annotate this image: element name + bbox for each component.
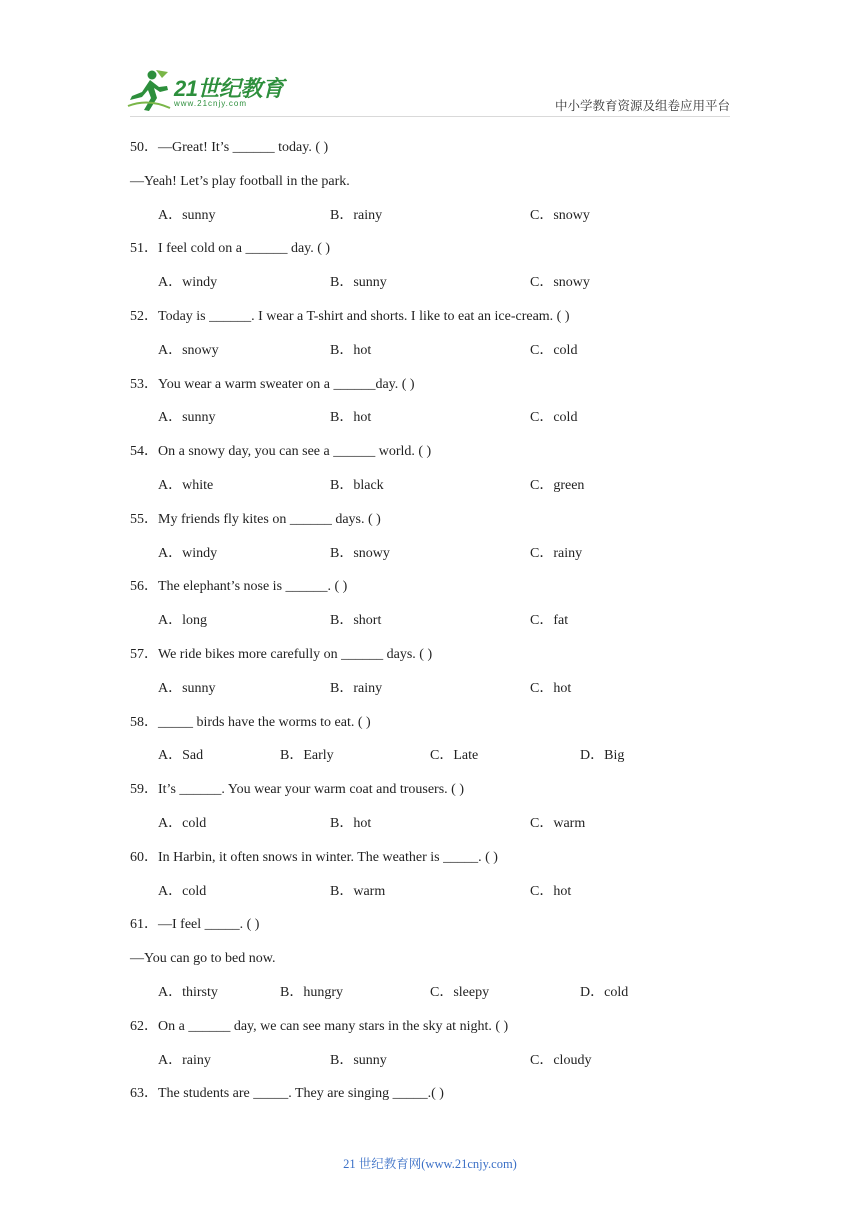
- question-55: [130, 503, 730, 571]
- question-56: [130, 570, 730, 638]
- option-a: A．long: [158, 613, 207, 629]
- logo-url: www.21cnjy.com: [174, 99, 247, 108]
- question-53: [130, 368, 730, 436]
- option-c: C．cold: [530, 342, 578, 358]
- option-a: A．Sad: [158, 748, 204, 764]
- option-b: B．sunny: [330, 1052, 387, 1068]
- option-b: B．rainy: [330, 207, 383, 223]
- question-stem: 59．It’s ______. You wear your warm coat and trousers. ( ): [130, 782, 464, 798]
- header-tagline: 中小学教育资源及组卷应用平台: [554, 98, 730, 113]
- option-a: A．windy: [158, 275, 218, 291]
- logo-text: 21世纪教育: [174, 76, 284, 101]
- option-c: C．snowy: [530, 207, 590, 223]
- question-stem: 54．On a snowy day, you can see a ______ world. ( ): [130, 444, 432, 460]
- option-d: D．Big: [580, 748, 625, 764]
- question-stem: 61．—I feel _____. ( ): [130, 917, 260, 933]
- option-c: C．Late: [430, 748, 479, 764]
- option-b: B．short: [330, 613, 382, 629]
- option-row: [130, 266, 730, 300]
- option-b: B．hot: [330, 815, 372, 831]
- option-a: A．sunny: [158, 207, 216, 223]
- page-header: [0, 0, 860, 125]
- option-a: A．sunny: [158, 680, 216, 696]
- question-52: [130, 300, 730, 368]
- question-stem: 56．The elephant’s nose is ______. ( ): [130, 579, 348, 595]
- question-50: [130, 131, 730, 232]
- option-c: C．cloudy: [530, 1052, 592, 1068]
- option-b: B．warm: [330, 883, 386, 899]
- option-a: A．windy: [158, 545, 218, 561]
- option-row: [130, 739, 730, 773]
- option-b: B．snowy: [330, 545, 390, 561]
- option-row: [130, 401, 730, 435]
- question-stem: 55．My friends fly kites on ______ days. ( ): [130, 511, 381, 527]
- option-c: C．hot: [530, 680, 572, 696]
- option-a: A．cold: [158, 883, 207, 899]
- option-b: B．black: [330, 477, 384, 493]
- option-c: C．cold: [530, 410, 578, 426]
- question-60: [130, 841, 730, 909]
- question-stem: 62．On a ______ day, we can see many stars in the sky at night. ( ): [130, 1018, 509, 1034]
- question-stem: 58．_____ birds have the worms to eat. ( ): [130, 714, 371, 730]
- question-stem: 63．The students are _____. They are singing _____.( ): [130, 1086, 444, 1102]
- option-row: [130, 469, 730, 503]
- option-a: A．cold: [158, 815, 207, 831]
- option-row: [130, 807, 730, 841]
- question-stem: 57．We ride bikes more carefully on ______ days. ( ): [130, 646, 433, 662]
- option-b: B．sunny: [330, 275, 387, 291]
- option-a: A．white: [158, 477, 214, 493]
- option-d: D．cold: [580, 984, 629, 1000]
- question-stem: 53．You wear a warm sweater on a ______day. ( ): [130, 376, 415, 392]
- option-b: B．hot: [330, 342, 372, 358]
- option-row: [130, 672, 730, 706]
- option-row: [130, 604, 730, 638]
- option-a: A．sunny: [158, 410, 216, 426]
- option-row: [130, 1044, 730, 1078]
- option-c: C．rainy: [530, 545, 583, 561]
- option-b: B．hot: [330, 410, 372, 426]
- option-row: [130, 334, 730, 368]
- option-c: C．green: [530, 477, 585, 493]
- question-62: [130, 1010, 730, 1078]
- option-a: A．thirsty: [158, 984, 218, 1000]
- question-stem: 52．Today is ______. I wear a T-shirt and shorts. I like to eat an ice-cream. ( ): [130, 308, 570, 324]
- question-51: [130, 232, 730, 300]
- option-row: [130, 537, 730, 571]
- option-c: C．hot: [530, 883, 572, 899]
- option-row: [130, 199, 730, 233]
- header-divider: [130, 116, 730, 117]
- running-figure-icon: [122, 68, 174, 114]
- question-stem: 60．In Harbin, it often snows in winter. The weather is _____. ( ): [130, 849, 498, 865]
- option-b: B．rainy: [330, 680, 383, 696]
- question-dialogue: —Yeah! Let’s play football in the park.: [130, 173, 350, 189]
- page-footer: 21 世纪教育网(www.21cnjy.com): [343, 1157, 517, 1171]
- option-c: C．warm: [530, 815, 586, 831]
- question-63: [130, 1077, 730, 1111]
- option-row: [130, 976, 730, 1010]
- option-row: [130, 875, 730, 909]
- option-c: C．fat: [530, 613, 569, 629]
- option-a: A．rainy: [158, 1052, 211, 1068]
- option-b: B．hungry: [280, 984, 343, 1000]
- option-c: C．sleepy: [430, 984, 490, 1000]
- option-c: C．snowy: [530, 275, 590, 291]
- question-57: [130, 638, 730, 706]
- question-58: [130, 706, 730, 774]
- question-list: [130, 131, 730, 1111]
- question-61: [130, 908, 730, 1009]
- logo: [122, 68, 292, 114]
- option-a: A．snowy: [158, 342, 219, 358]
- question-dialogue: —You can go to bed now.: [130, 951, 276, 967]
- question-54: [130, 435, 730, 503]
- question-stem: 51．I feel cold on a ______ day. ( ): [130, 241, 331, 257]
- option-b: B．Early: [280, 748, 334, 764]
- question-59: [130, 773, 730, 841]
- question-stem: 50．—Great! It’s ______ today. ( ): [130, 140, 329, 155]
